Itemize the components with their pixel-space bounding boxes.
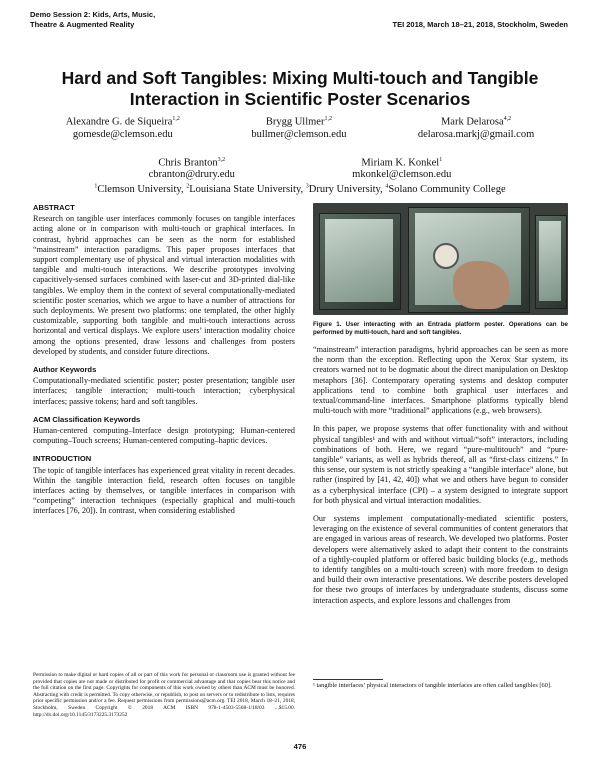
running-header-right: TEI 2018, March 18–21, 2018, Stockholm, Sweden [392, 20, 568, 29]
author-name: Chris Branton$^{3,2}$ [158, 156, 226, 168]
photo-screen-right [539, 221, 561, 301]
abstract-heading: ABSTRACT [33, 203, 75, 212]
affiliations [30, 183, 570, 195]
right-paragraph-2: In this paper, we propose systems that offer functionality with and without physical tangibles¹ and with and without virtual/“soft” interactors, including combinations of both. Here, we regard “pure-multitouch” and “pure-tangible” variants, as well as hybrids thereof, all as “first-class citizens.” In this sense, our system is not strictly speaking a “tangible interface” alone, but rather (inspired by [41, 42, 40]) what we and others have begun to consider as a cyberphysical interface (CPI) – a system designed to integrate support for both physical and virtual interaction modalities. [313, 424, 568, 505]
photo-screen-left [325, 219, 393, 302]
author-entry [352, 154, 451, 182]
abstract-text: Research on tangible user interfaces commonly focuses on tangible interfaces acting alone or in comparison with multi-touch or graphical interfaces. In contrast, hybrid approaches can be seen as the norm for established “mainstream” interaction paradigms. This paper proposes interfaces that support complementary use of physical and virtual interaction modalities with tangible and multi-touch interactions. We describe prototypes involving capacitively-sensed surfaces combined with laser-cut and 3D-printed dial-like tangibles. We employ them in the context of several computationally-mediated scientific poster scenarios, which we argue to have a number of attractions for such deployments. We present two platforms: one templated, the other highly customizable, supporting both tangible and multi-touch interactions across horizontal and vertical displays. We explore users’ interaction modality choice among the options presented, draw lessons and challenges from posters developed by students, and consider future directions. [33, 214, 295, 356]
introduction-text: The topic of tangible interfaces has experienced great vitality in recent decades. Within the tangible interaction field, research often focuses on tangible interfaces acting by themselves, or tangible interfaces in comparison with “competing” interaction techniques (especially graphical and multi-touch interfaces [76, 20]). In contrast, when considering established [33, 465, 295, 516]
footnote: ¹ tangible interfaces’ physical interactors of tangible interfaces are often called tangibles [60]. [313, 682, 552, 689]
photo-hand [453, 261, 509, 309]
author-name: Mark Delarosa$^{4,2}$ [440, 116, 512, 128]
page-number: 476 [293, 742, 307, 751]
affiliation-item: $^3$Drury University, [305, 183, 383, 195]
author-email: bullmer@clemson.edu [251, 128, 347, 140]
author-keywords-text: Computationally-mediated scientific poster; poster presentation; tangible user interfaces; tangible interaction; multi-touch interaction; cyberphysical interfaces; passive tokens; hard and soft tangibles. [33, 376, 295, 406]
author-entry [66, 113, 180, 141]
author-name: Brygg Ullmer$^{1,2}$ [265, 116, 332, 128]
paper-title [30, 68, 570, 110]
affiliation-item: $^4$Solano Community College [385, 183, 506, 195]
tangible-dial-icon [433, 243, 459, 269]
right-paragraph-1: “mainstream” interaction paradigms, hybrid approaches can be seen as more the norm than the exception. Reflecting upon the Xerox Star system, its creators warned not to be dogmatic about the direct manipulation on Desktop metaphors [36]. Contemporary operating systems and desktop computer applications tend to combine both graphical user interfaces and textual/command-line interfaces. Smartphone platforms typically blend multi-touch with more “traditional” applications (e.g., web browsers). [313, 345, 568, 416]
title-line-1: Hard and Soft Tangibles: Mixing Multi-touch and Tangible [61, 68, 539, 88]
author-entry [149, 154, 235, 182]
author-row-1 [30, 113, 570, 141]
permission-notice: Permission to make digital or hard copies of all or part of this work for personal or classroom use is granted without fee provided that copies are not made or distributed for profit or commercial advantage and that copies bear this notice and the full citation on the first page. Copyrights for components of this work owned by others than ACM must be honored. Abstracting with credit is permitted. To copy otherwise, or republish, to post on servers or to redistribute to lists, requires prior specific permission and/or a fee. Request permissions from permissions@acm.org. TEI 2018, March 18–21, 2018, Stockholm, Sweden Copyright © 2018 ACM ISBN 978-1-4503-5568-1/18/03 ...$15.00. http://dx.doi.org/10.1145/3173225.3173252 [33, 672, 295, 718]
affiliation-item: $^2$Louisiana State University, [186, 183, 304, 195]
author-row-2 [30, 154, 570, 182]
right-column [313, 203, 568, 614]
footnote-rule [313, 679, 383, 680]
acm-keywords-text: Human-centered computing–Interface design prototyping; Human-centered computing–Touch screens; Human-centered computing–haptic devices. [33, 426, 295, 446]
author-email: gomesde@clemson.edu [72, 128, 173, 140]
right-paragraph-3: Our systems implement computationally-mediated scientific posters, leveraging on the existence of several communities of content generators that are engaged in various areas of research. We developed two platforms. Poster developers were alternatively asked to adapt their content to the constraints of a tightly-coupled platform or offered basic building blocks (e.g., methods to identify tangibles on a multi-touch screen) with more freedom to design and build their own interactive presentations. We describe posters developed for these two groups of interfaces by undergraduate students, discuss some interaction aspects, and explore lessons and challenges from [313, 514, 568, 605]
author-entry [251, 113, 346, 141]
running-header-left [30, 10, 290, 30]
author-entry [418, 113, 534, 141]
left-column [33, 203, 295, 525]
figure-1-caption: Figure 1. User interacting with an Entrada platform poster. Operations can be performed by multi-touch, hard and soft tangibles. [313, 321, 568, 336]
author-email: delarosa.markj@gmail.com [417, 128, 535, 140]
author-keywords-heading: Author Keywords [33, 365, 97, 375]
affiliation-item: $^1$Clemson University, [94, 183, 184, 195]
author-email: cbranton@drury.edu [148, 169, 235, 180]
author-name: Alexandre G. de Siqueira$^{1,2}$ [65, 116, 180, 128]
introduction-heading: INTRODUCTION [33, 454, 92, 464]
author-email: mkonkel@clemson.edu [352, 169, 452, 180]
author-name: Miriam K. Konkel$^1$ [361, 156, 443, 168]
figure-1-photo [313, 203, 568, 315]
author-block [30, 113, 570, 194]
header-session-line1: Demo Session 2: Kids, Arts, Music, [30, 10, 156, 19]
title-line-2: Interaction in Scientific Poster Scenarios [129, 89, 471, 109]
acm-keywords-heading: ACM Classification Keywords [33, 414, 141, 424]
header-session-line2: Theatre & Augmented Reality [30, 20, 135, 29]
